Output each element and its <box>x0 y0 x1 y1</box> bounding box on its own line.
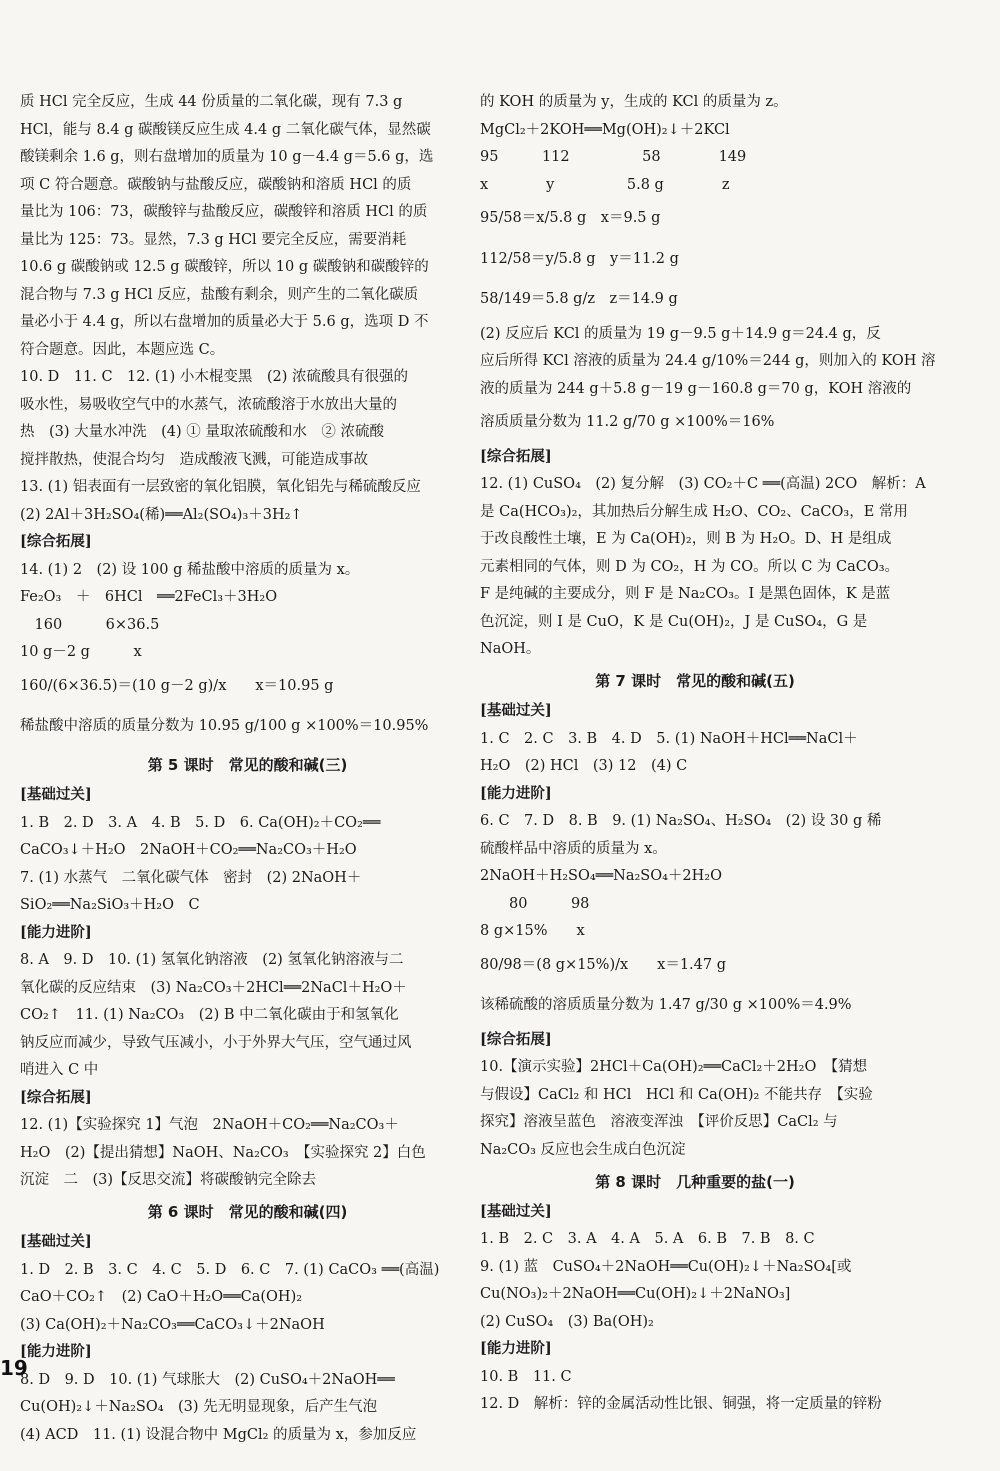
text-line: 哨进入 C 中 <box>20 1062 99 1078</box>
text-line: H₂O (2) HCl (3) 12 (4) C <box>480 758 688 774</box>
text-line: 8. D 9. D 10. (1) 气球胀大 (2) CuSO₄＋2NaOH══ <box>20 1371 395 1388</box>
text-line: 与假设】CaCl₂ 和 HCl HCl 和 Ca(OH)₂ 不能共存 【实验 <box>480 1086 873 1103</box>
section-tag: [基础过关] <box>480 1202 552 1220</box>
text-line: MgCl₂＋2KOH══Mg(OH)₂↓＋2KCl <box>480 121 730 138</box>
text-line: 80 98 <box>480 895 590 912</box>
text-line: 混合物与 7.3 g HCl 反应，盐酸有剩余，则产生的二氧化碳质 <box>20 286 419 303</box>
text-line: 元素相同的气体，则 D 为 CO₂，H 为 CO。所以 C 为 CaCO₃。 <box>480 558 900 575</box>
watermark-logo <box>790 1380 970 1434</box>
text-line: H₂O (2)【提出猜想】NaOH、Na₂CO₃ 【实验探究 2】白色 <box>20 1144 426 1161</box>
left-column <box>20 90 475 1450</box>
text-line: 是 Ca(HCO₃)₂，其加热后分解生成 H₂O、CO₂、CaCO₃，E 常用 <box>480 503 908 520</box>
watermark-url <box>760 1438 970 1466</box>
text-line: CaCO₃↓＋H₂O 2NaOH＋CO₂══Na₂CO₃＋H₂O <box>20 842 357 858</box>
section-tag: [综合拓展] <box>480 1030 552 1048</box>
section-title: 第 6 课时 常见的酸和碱(四) <box>147 1203 348 1221</box>
section-tag: [能力进阶] <box>480 784 552 802</box>
text-line: 8. A 9. D 10. (1) 氢氧化钠溶液 (2) 氢氧化钠溶液与二 <box>20 952 404 968</box>
text-line: 160 6×36.5 <box>20 616 160 633</box>
text-line: 于改良酸性土壤，E 为 Ca(OH)₂，则 B 为 H₂O。D、H 是组成 <box>480 531 892 547</box>
text-line: 12. D 解析：锌的金属活动性比银、铜强，将一定质量的锌粉 <box>480 1396 882 1412</box>
section-tag: [基础过关] <box>480 702 552 719</box>
section-title: 第 7 课时 常见的酸和碱(五) <box>595 672 795 690</box>
text-line: (4) ACD 11. (1) 设混合物中 MgCl₂ 的质量为 x，参加反应 <box>20 1426 417 1443</box>
text-line: SiO₂══Na₂SiO₃＋H₂O C <box>20 897 200 913</box>
text-line: 量比为 106：73，碳酸锌与盐酸反应，碳酸锌和溶质 HCl 的质 <box>20 204 428 220</box>
text-line: 质 HCl 完全反应，生成 44 份质量的二氧化碳，现有 7.3 g <box>20 94 403 110</box>
text-line: 8 g×15% x <box>480 923 585 939</box>
text-line: Cu(NO₃)₂＋2NaOH══Cu(OH)₂↓＋2NaNO₃] <box>480 1286 791 1302</box>
text-line: 氧化碳的反应结束 (3) Na₂CO₃＋2HCl══2NaCl＋H₂O＋ <box>20 979 407 996</box>
text-line: 沉淀 二 (3)【反思交流】将碳酸钠完全除去 <box>20 1172 317 1188</box>
text-line: (2) 反应后 KCl 的质量为 19 g－9.5 g＋14.9 g＝24.4 g，反 <box>480 325 881 342</box>
text-line: 12. (1) CuSO₄ (2) 复分解 (3) CO₂＋C ══(高温) 2CO 解析：A <box>480 476 926 492</box>
text-line: 搅拌散热，使混合均匀 造成酸液飞溅，可能造成事故 <box>20 451 368 468</box>
text-line: 12. (1)【实验探究 1】气泡 2NaOH＋CO₂══Na₂CO₃＋ <box>20 1117 399 1133</box>
text-line: 色沉淀，则 I 是 CuO，K 是 Cu(OH)₂，J 是 CuSO₄，G 是 <box>480 613 868 630</box>
section-tag: [能力进阶] <box>20 923 92 941</box>
text-line: 液的质量为 244 g＋5.8 g－19 g－160.8 g＝70 g，KOH 溶液的 <box>480 380 912 397</box>
page-number: 19 <box>0 1356 28 1380</box>
text-line: NaOH。 <box>480 641 541 657</box>
section-title: 第 5 课时 常见的酸和碱(三) <box>147 756 348 774</box>
text-line: Cu(OH)₂↓＋Na₂SO₄ (3) 先无明显现象，后产生气泡 <box>20 1399 378 1415</box>
text-line: 10.【演示实验】2HCl＋Ca(OH)₂══CaCl₂＋2H₂O 【猜想 <box>480 1059 868 1075</box>
text-line: 探究】溶液呈蓝色 溶液变浑浊 【评价反思】CaCl₂ 与 <box>480 1114 838 1130</box>
text-line: 10.6 g 碳酸钠或 12.5 g 碳酸锌，所以 10 g 碳酸钠和碳酸锌的 <box>20 259 429 275</box>
text-line: 吸水性，易吸收空气中的水蒸气，浓硫酸溶于水放出大量的 <box>20 396 397 413</box>
equation-line: 80/98＝(8 g×15%)/x x＝1.47 g <box>480 956 727 973</box>
text-line: 酸镁剩余 1.6 g，则右盘增加的质量为 10 g－4.4 g＝5.6 g，选 <box>20 149 434 165</box>
text-line: 应后所得 KCl 溶液的质量为 24.4 g/10%＝244 g，则加入的 KOH 溶 <box>480 353 936 369</box>
text-line: 的 KOH 的质量为 y，生成的 KCl 的质量为 z。 <box>480 94 788 110</box>
section-tag: [综合拓展] <box>480 447 552 465</box>
equation-line: 58/149＝5.8 g/z z＝14.9 g <box>480 291 678 307</box>
section-tag: [基础过关] <box>20 1233 92 1250</box>
right-column <box>480 90 936 1420</box>
text-line: F 是纯碱的主要成分，则 F 是 Na₂CO₃。I 是黑色固体，K 是蓝 <box>480 586 891 602</box>
equation-line: 160/(6×36.5)＝(10 g－2 g)/x x＝10.95 g <box>20 677 334 694</box>
text-line: 9. (1) 蓝 CuSO₄＋2NaOH══Cu(OH)₂↓＋Na₂SO₄[或 <box>480 1258 852 1275</box>
text-line: 量必小于 4.4 g，所以右盘增加的质量必大于 5.6 g，选项 D 不 <box>20 314 429 330</box>
section-tag: [综合拓展] <box>20 533 92 550</box>
text-line: x y 5.8 g z <box>480 176 730 193</box>
text-line: Na₂CO₃ 反应也会生成白色沉淀 <box>480 1141 686 1158</box>
equation-line: 稀盐酸中溶质的质量分数为 10.95 g/100 g ×100%＝10.95% <box>20 718 429 734</box>
equation-line: 95/58＝x/5.8 g x＝9.5 g <box>480 210 661 226</box>
text-line: 10. B 11. C <box>480 1368 572 1385</box>
text-line: CO₂↑ 11. (1) Na₂CO₃ (2) B 中二氧化碳由于和氢氧化 <box>20 1007 399 1023</box>
text-line: 13. (1) 铝表面有一层致密的氧化铝膜，氧化铝先与稀硫酸反应 <box>20 479 421 495</box>
text-line: 1. B 2. C 3. A 4. A 5. A 6. B 7. B 8. C <box>480 1231 815 1247</box>
text-line: 10 g－2 g x <box>20 644 142 660</box>
section-title: 第 8 课时 几种重要的盐(一) <box>595 1172 795 1191</box>
text-line: 1. B 2. D 3. A 4. B 5. D 6. Ca(OH)₂＋CO₂══ <box>20 814 381 831</box>
section-tag: [基础过关] <box>20 786 92 803</box>
text-line: 7. (1) 水蒸气 二氧化碳气体 密封 (2) 2NaOH＋ <box>20 869 362 886</box>
text-line: 热 (3) 大量水冲洗 (4) ① 量取浓硫酸和水 ② 浓硫酸 <box>20 424 385 440</box>
equation-line: 112/58＝y/5.8 g y＝11.2 g <box>480 250 679 267</box>
text-line: 符合题意。因此，本题应选 C。 <box>20 341 225 358</box>
text-line: HCl，能与 8.4 g 碳酸镁反应生成 4.4 g 二氧化碳气体，显然碳 <box>20 121 431 138</box>
text-line: 1. D 2. B 3. C 4. C 5. D 6. C 7. (1) CaCO₃ ══(高温) <box>20 1261 440 1278</box>
section-tag: [能力进阶] <box>480 1340 552 1357</box>
text-line: 项 C 符合题意。碳酸钠与盐酸反应，碳酸钠和溶质 HCl 的质 <box>20 176 412 193</box>
section-tag: [能力进阶] <box>20 1343 92 1360</box>
text-line: Fe₂O₃ ＋ 6HCl ══2FeCl₃＋3H₂O <box>20 589 278 605</box>
text-line: 量比为 125：73。显然，7.3 g HCl 要完全反应，需要消耗 <box>20 231 407 248</box>
text-line: 2NaOH＋H₂SO₄══Na₂SO₄＋2H₂O <box>480 868 722 884</box>
text-line: CaO＋CO₂↑ (2) CaO＋H₂O══Ca(OH)₂ <box>20 1289 303 1305</box>
text-line: (3) Ca(OH)₂＋Na₂CO₃══CaCO₃↓＋2NaOH <box>20 1316 325 1333</box>
text-line: (2) 2Al＋3H₂SO₄(稀)══Al₂(SO₄)₃＋3H₂↑ <box>20 506 303 523</box>
text-line: 钠反应而减少，导致气压减小，小于外界大气压，空气通过风 <box>20 1034 412 1051</box>
text-line: 14. (1) 2 (2) 设 100 g 稀盐酸中溶质的质量为 x。 <box>20 561 360 578</box>
equation-line: 该稀硫酸的溶质质量分数为 1.47 g/30 g ×100%＝4.9% <box>480 997 852 1013</box>
text-line: 1. C 2. C 3. B 4. D 5. (1) NaOH＋HCl══NaCl＋ <box>480 730 858 747</box>
text-line: (2) CuSO₄ (3) Ba(OH)₂ <box>480 1313 654 1330</box>
text-line: 95 112 58 149 <box>480 149 747 165</box>
text-line: 10. D 11. C 12. (1) 小木棍变黑 (2) 浓硫酸具有很强的 <box>20 369 409 385</box>
section-tag: [综合拓展] <box>20 1088 92 1106</box>
text-line: 硫酸样品中溶质的质量为 x。 <box>480 840 667 857</box>
text-line: 6. C 7. D 8. B 9. (1) Na₂SO₄、H₂SO₄ (2) 设 30 g 稀 <box>480 813 882 829</box>
equation-line: 溶质质量分数为 11.2 g/70 g ×100%＝16% <box>480 414 775 430</box>
